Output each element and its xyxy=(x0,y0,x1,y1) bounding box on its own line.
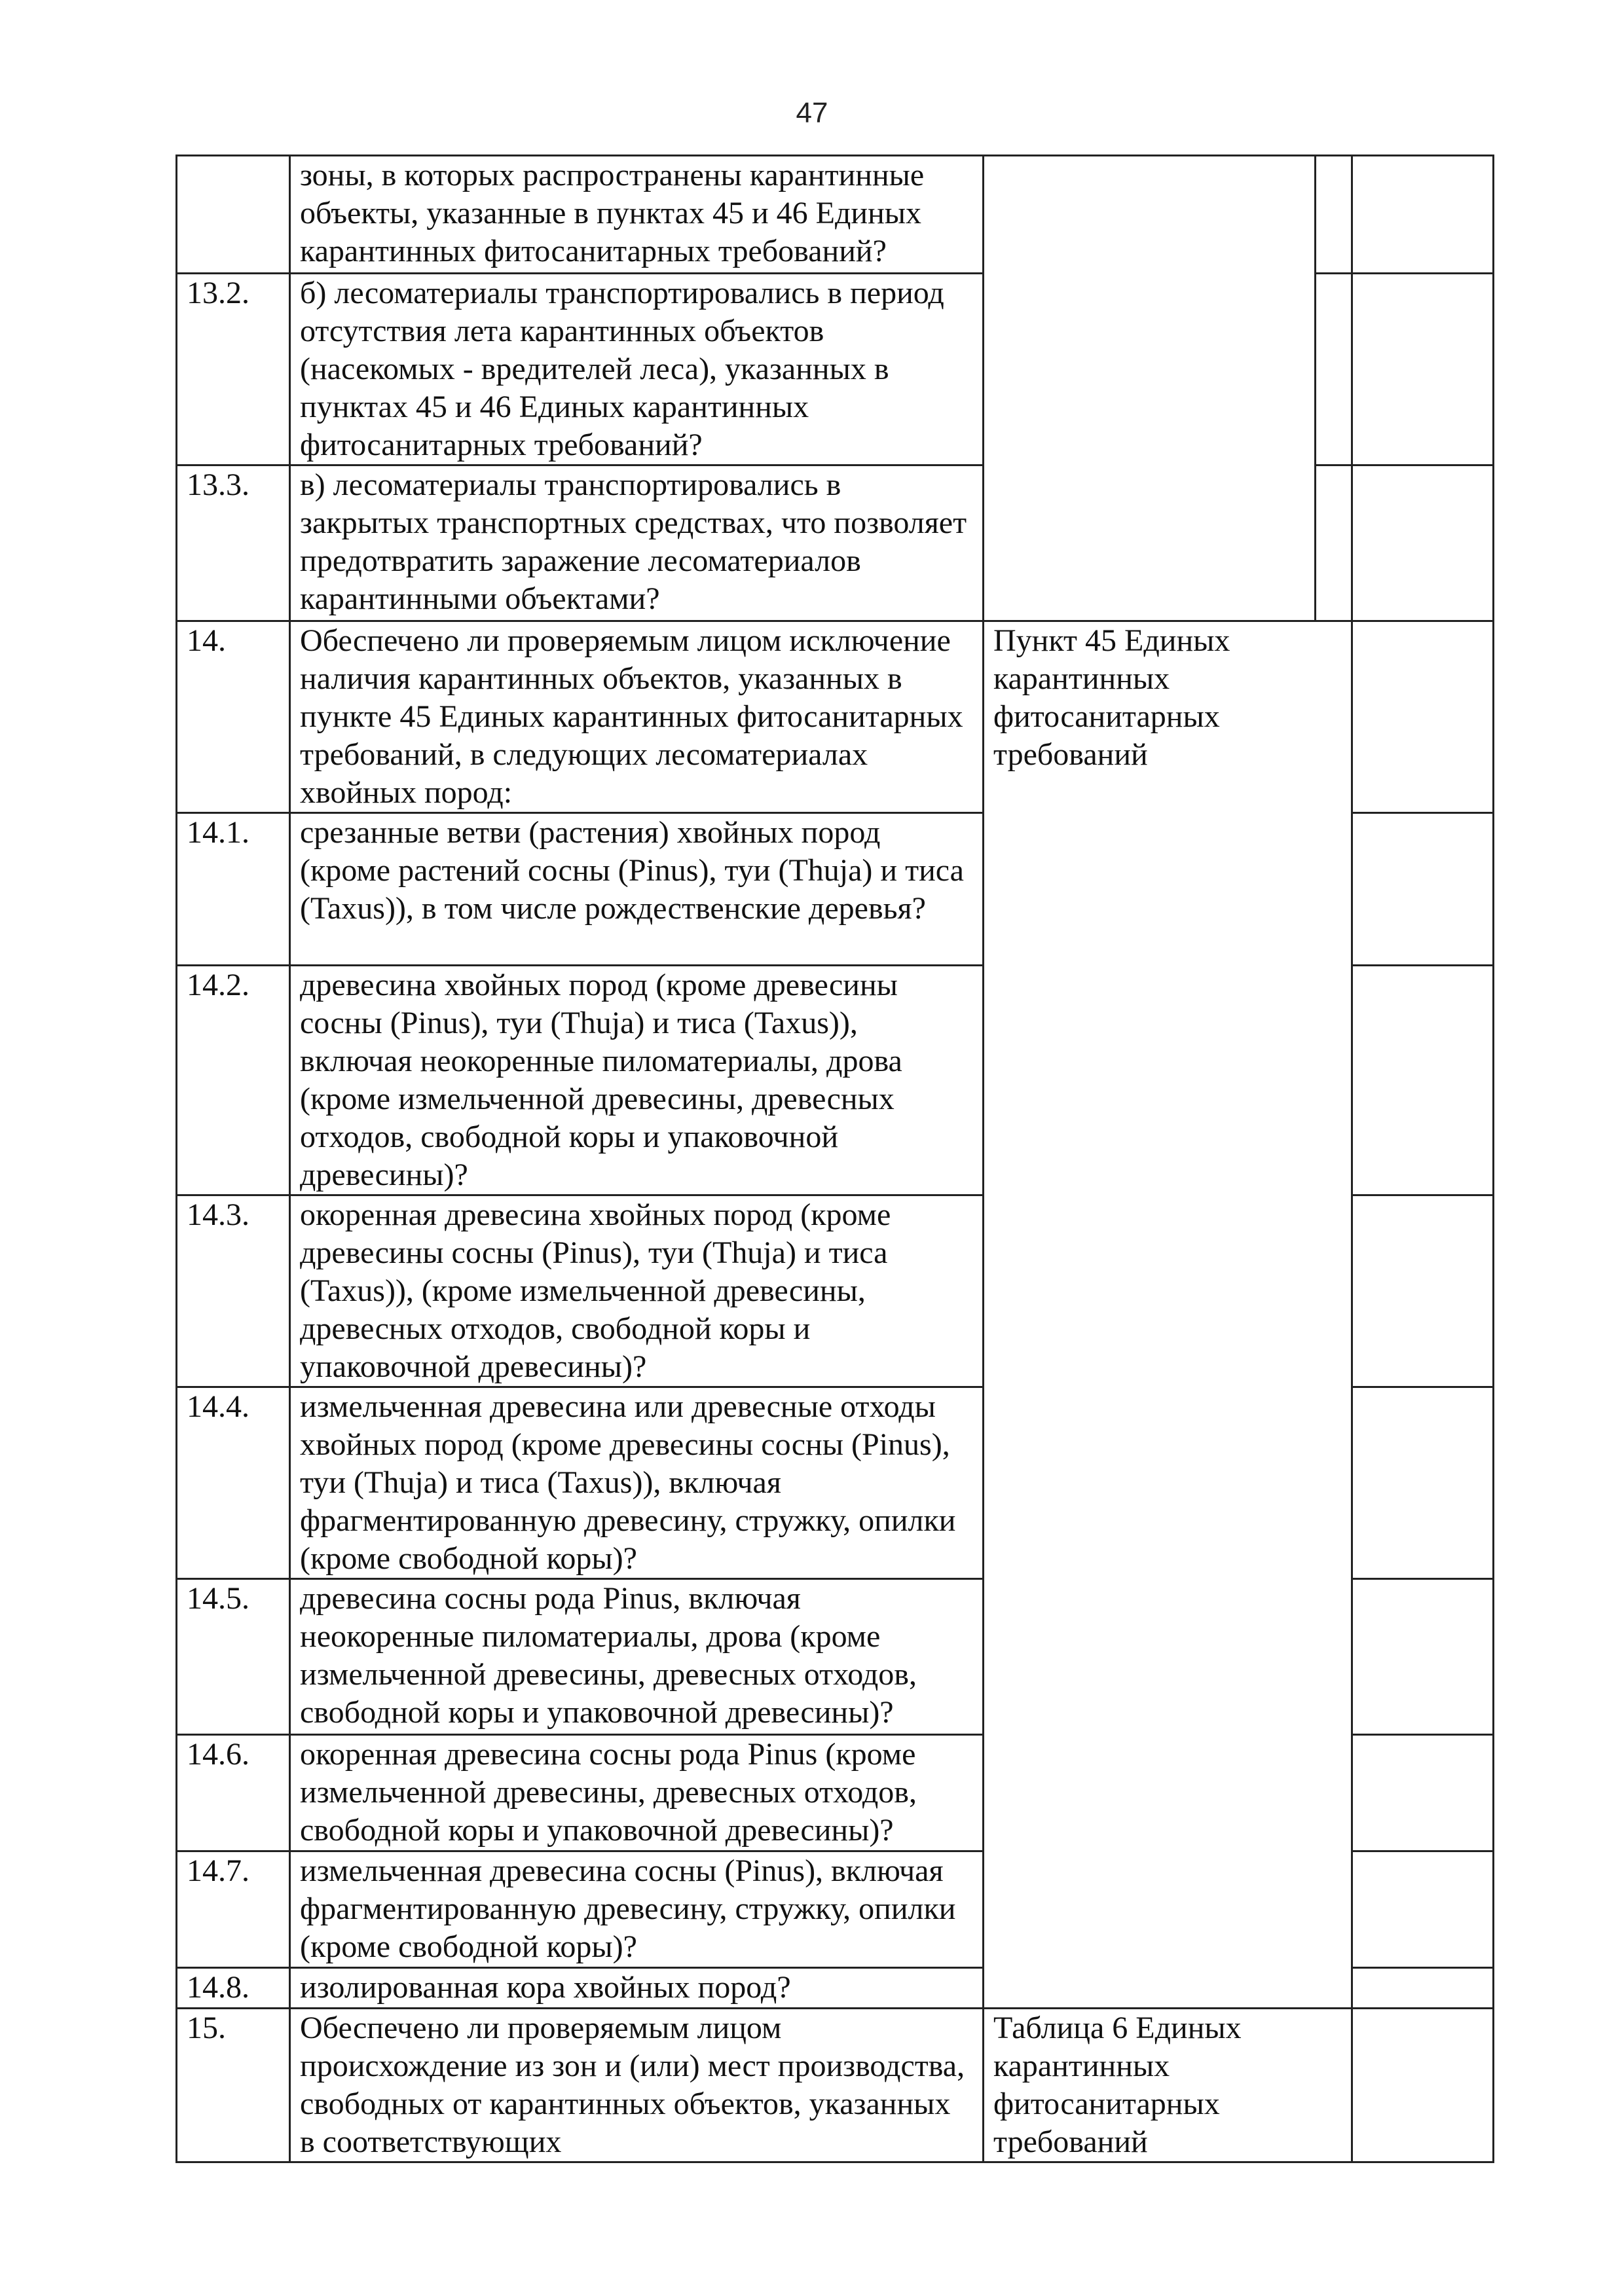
row-number: 14.3. xyxy=(177,1195,290,1387)
row-number: 13.3. xyxy=(177,465,290,621)
question-text: древесина сосны рода Pinus, включая неокоренные пиломатериалы, дрова (кроме измельченной древесины, древесных отходов, свободной коры и упаковочной древесины)? xyxy=(290,1579,984,1735)
table-row xyxy=(177,2009,1494,2162)
row-number: 14.8. xyxy=(177,1968,290,2009)
question-text: окоренная древесина сосны рода Pinus (кроме измельченной древесины, древесных отходов, свободной коры и упаковочной древесины)? xyxy=(290,1735,984,1851)
blank-cell xyxy=(1352,621,1494,813)
reference-cell xyxy=(984,156,1316,621)
row-number xyxy=(177,156,290,274)
row-number: 14.2. xyxy=(177,966,290,1195)
table-row xyxy=(177,156,1494,274)
row-number: 14.1. xyxy=(177,813,290,966)
question-text: древесина хвойных пород (кроме древесины сосны (Pinus), туи (Thuja) и тиса (Taxus)), включая неокоренные пиломатериалы, дрова (кроме измельченной древесины, древесных отходов, свободной коры и упаковочной древесины)? xyxy=(290,966,984,1195)
question-text: Обеспечено ли проверяемым лицом исключение наличия карантинных объектов, указанных в пункте 45 Единых карантинных фитосанитарных требований, в следующих лесоматериалах хвойных пород: xyxy=(290,621,984,813)
page-number: 47 xyxy=(796,97,828,129)
blank-cell xyxy=(1352,156,1494,274)
question-text: в) лесоматериалы транспортировались в закрытых транспортных средствах, что позволяет предотвратить заражение лесоматериалов карантинными объектами? xyxy=(290,465,984,621)
blank-cell xyxy=(1316,156,1352,274)
blank-cell xyxy=(1352,1195,1494,1387)
requirements-table xyxy=(175,155,1494,2163)
blank-cell xyxy=(1316,465,1352,621)
blank-cell xyxy=(1352,1579,1494,1735)
row-number: 14. xyxy=(177,621,290,813)
question-text: измельченная древесина или древесные отходы хвойных пород (кроме древесины сосны (Pinus), туи (Thuja) и тиса (Taxus)), включая фрагментированную древесину, стружку, опилки (кроме свободной коры)? xyxy=(290,1387,984,1579)
blank-cell xyxy=(1352,1851,1494,1968)
blank-cell xyxy=(1352,813,1494,966)
question-text: срезанные ветви (растения) хвойных пород (кроме растений сосны (Pinus), туи (Thuja) и тиса (Taxus)), в том числе рождественские деревья? xyxy=(290,813,984,966)
row-number: 14.5. xyxy=(177,1579,290,1735)
row-number: 13.2. xyxy=(177,274,290,465)
blank-cell xyxy=(1352,465,1494,621)
reference-cell: Таблица 6 Единых карантинных фитосанитарных требований xyxy=(984,2009,1352,2162)
row-number: 14.6. xyxy=(177,1735,290,1851)
blank-cell xyxy=(1352,274,1494,465)
question-text: Обеспечено ли проверяемым лицом происхождение из зон и (или) мест производства, свободных от карантинных объектов, указанных в соответствующих xyxy=(290,2009,984,2162)
row-number: 14.4. xyxy=(177,1387,290,1579)
row-number: 14.7. xyxy=(177,1851,290,1968)
blank-cell xyxy=(1352,966,1494,1195)
question-text: б) лесоматериалы транспортировались в период отсутствия лета карантинных объектов (насекомых - вредителей леса), указанных в пунктах 45 и 46 Единых карантинных фитосанитарных требований? xyxy=(290,274,984,465)
question-text: окоренная древесина хвойных пород (кроме древесины сосны (Pinus), туи (Thuja) и тиса (Taxus)), (кроме измельченной древесины, древесных отходов, свободной коры и упаковочной древесины)? xyxy=(290,1195,984,1387)
blank-cell xyxy=(1352,1968,1494,2009)
blank-cell xyxy=(1352,1387,1494,1579)
blank-cell xyxy=(1352,1735,1494,1851)
blank-cell xyxy=(1352,2009,1494,2162)
table-row xyxy=(177,621,1494,813)
row-number: 15. xyxy=(177,2009,290,2162)
question-text: изолированная кора хвойных пород? xyxy=(290,1968,984,2009)
blank-cell xyxy=(1316,274,1352,465)
reference-cell: Пункт 45 Единых карантинных фитосанитарных требований xyxy=(984,621,1352,2009)
question-text: измельченная древесина сосны (Pinus), включая фрагментированную древесину, стружку, опилки (кроме свободной коры)? xyxy=(290,1851,984,1968)
question-text: зоны, в которых распространены карантинные объекты, указанные в пунктах 45 и 46 Единых карантинных фитосанитарных требований? xyxy=(290,156,984,274)
